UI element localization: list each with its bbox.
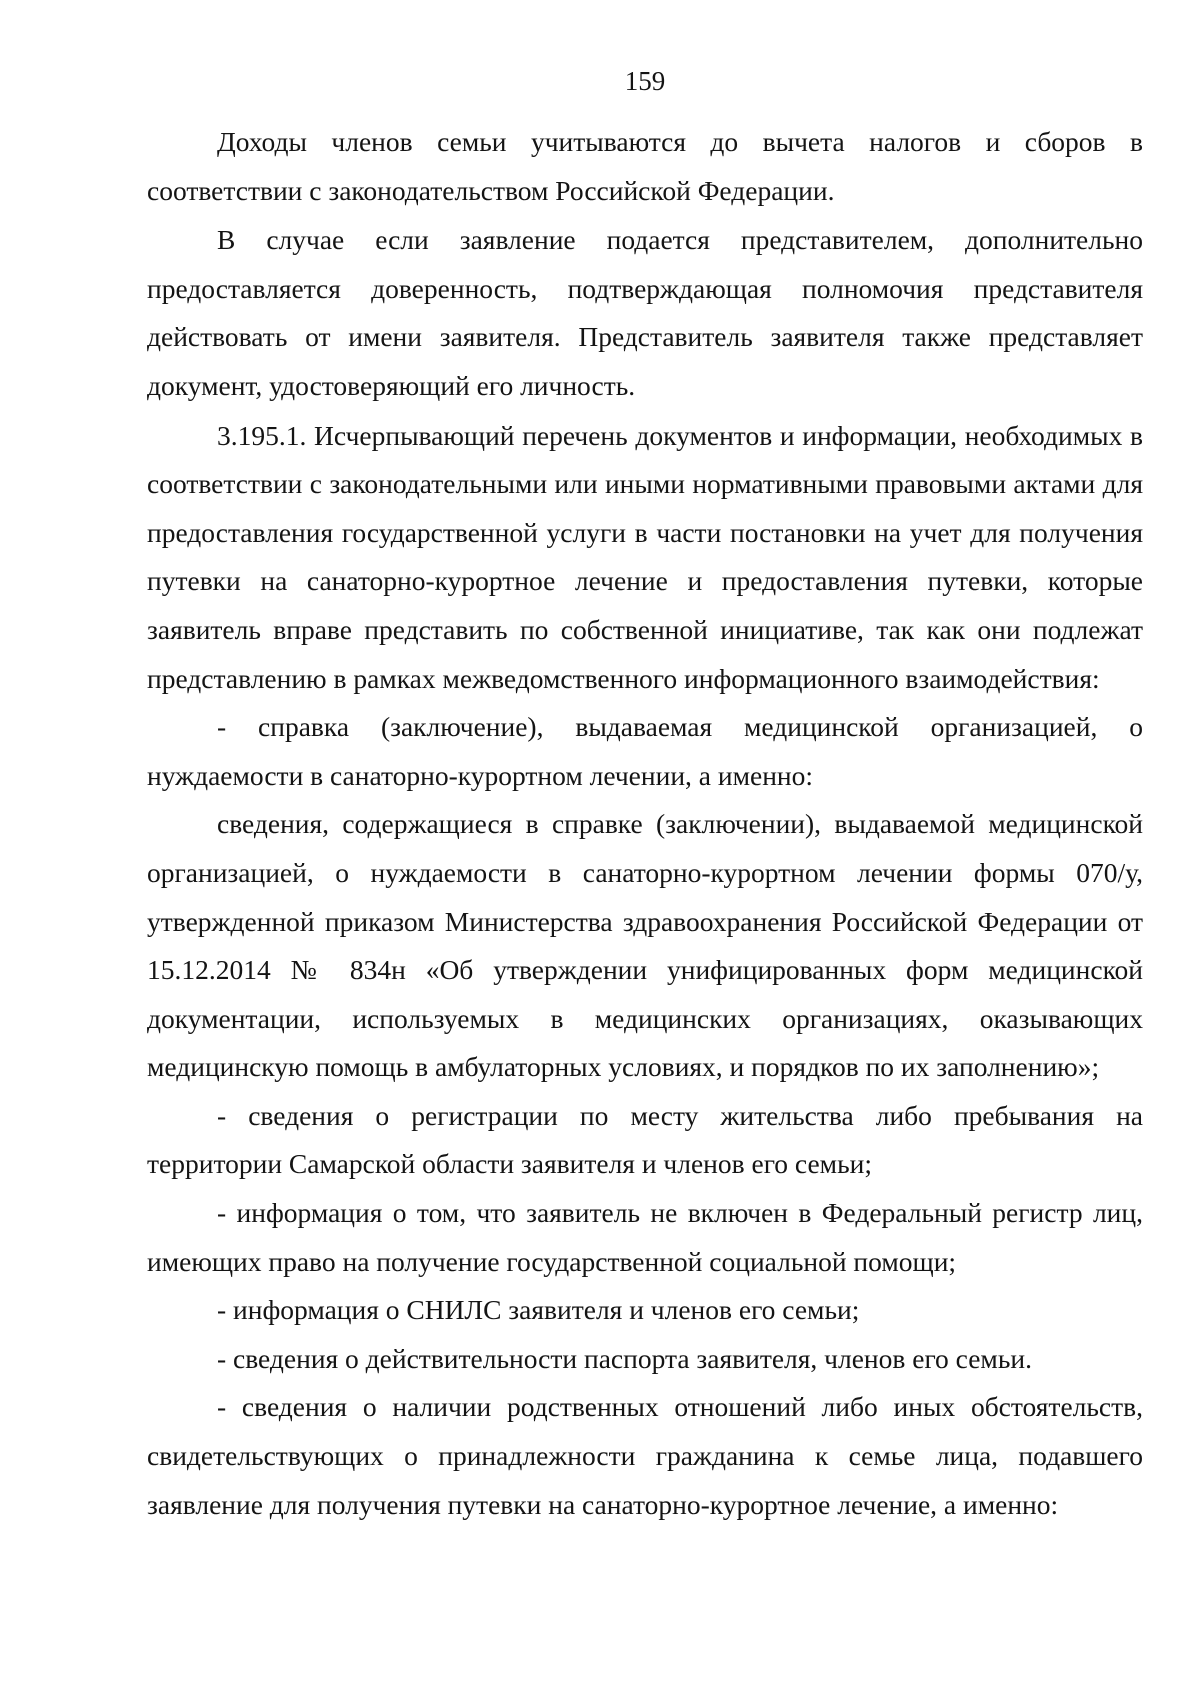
document-body	[147, 118, 1143, 1529]
list-item-federal-register: - информация о том, что заявитель не включен в Федеральный регистр лиц, имеющих право на получение государственной социальной помощи;	[147, 1197, 1143, 1277]
list-item-family-relations: - сведения о наличии родственных отношений либо иных обстоятельств, свидетельствующих о принадлежности гражданина к семье лица, подавшего заявление для получения путевки на санаторно-курортное лечение, а именно:	[147, 1391, 1143, 1520]
paragraph-representative: В случае если заявление подается представителем, дополнительно предоставляется доверенность, подтверждающая полномочия представителя действовать от имени заявителя. Представитель заявителя также представляет документ, удостоверяющий его личность.	[147, 224, 1143, 401]
list-item-snils: - информация о СНИЛС заявителя и членов его семьи;	[217, 1294, 860, 1326]
paragraph-income: Доходы членов семьи учитываются до вычета налогов и сборов в соответствии с законодательством Российской Федерации.	[147, 126, 1143, 206]
page-number: 159	[624, 66, 666, 96]
list-item-medical-certificate: - справка (заключение), выдаваемая медицинской организацией, о нуждаемости в санаторно-курортном лечении, а именно:	[147, 711, 1143, 791]
list-item-registration: - сведения о регистрации по месту жительства либо пребывания на территории Самарской области заявителя и членов его семьи;	[147, 1099, 1143, 1180]
list-item-passport: - сведения о действительности паспорта заявителя, членов его семьи.	[217, 1342, 1032, 1374]
paragraph-certificate-details: сведения, содержащиеся в справке (заключении), выдаваемой медицинской организацией, о нуждаемости в санаторно-курортном лечении формы 070/у, утвержденной приказом Министерства здравоохранения Российской Федерации от 15.12.2014 № 834н «Об утверждении унифицированных форм медицинской документации, используемых в медицинских организациях, оказывающих медицинскую помощь в амбулаторных условиях, и порядков по их заполнению»;	[147, 808, 1143, 1083]
paragraph-section-3-195-1: 3.195.1. Исчерпывающий перечень документов и информации, необходимых в соответствии с законодательными или иными нормативными правовыми актами для предоставления государственной услуги в части постановки на учет для получения путевки на санаторно-курортное лечение и предоставления путевки, которые заявитель вправе представить по собственной инициативе, так как они подлежат представлению в рамках межведомственного информационного взаимодействия:	[147, 419, 1143, 694]
